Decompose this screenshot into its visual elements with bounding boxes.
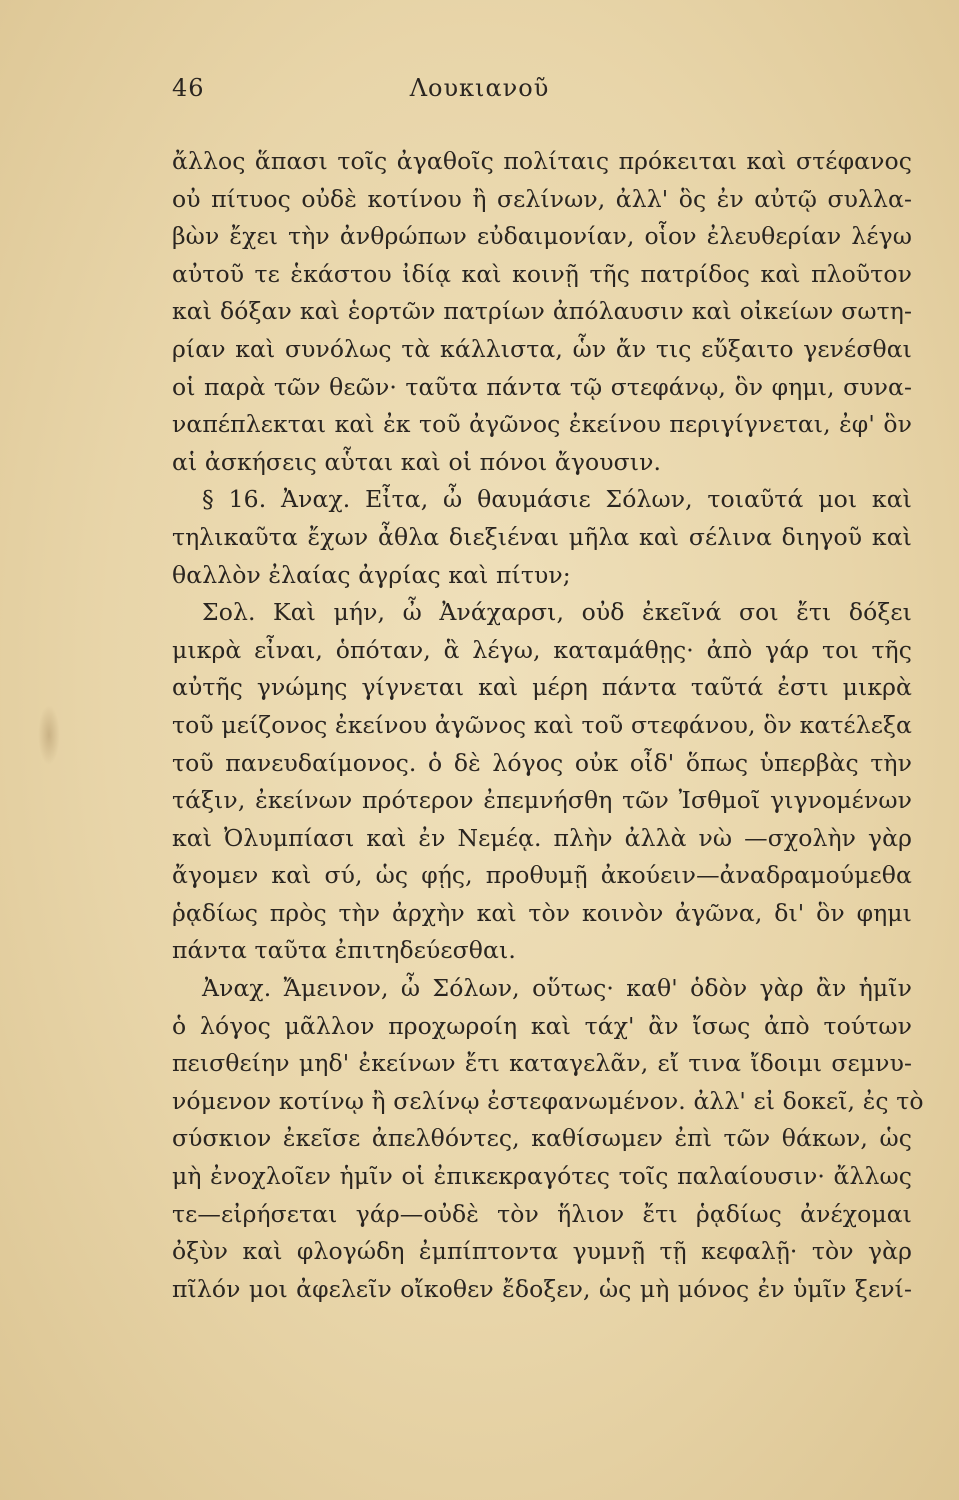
running-title: Λουκιανοῦ bbox=[409, 74, 550, 102]
text-line: καὶ Ὀλυμπίασι καὶ ἐν Νεμέᾳ. πλὴν ἀλλὰ νὼ —σχολὴν γὰρ bbox=[172, 823, 912, 852]
text-line: αἱ ἀσκήσεις αὗται καὶ οἱ πόνοι ἄγουσιν. bbox=[172, 447, 662, 476]
text-line: τηλικαῦτα ἔχων ἆθλα διεξιέναι μῆλα καὶ σέλινα διηγοῦ καὶ bbox=[172, 522, 912, 551]
text-line: οἱ παρὰ τῶν θεῶν· ταῦτα πάντα τῷ στεφάνῳ, ὃν φημι, συνα- bbox=[172, 372, 912, 401]
text-line: ναπέπλεκται καὶ ἐκ τοῦ ἀγῶνος ἐκείνου περιγίγνεται, ἐφ' ὃν bbox=[172, 410, 912, 439]
text-line: αὐτοῦ τε ἑκάστου ἰδίᾳ καὶ κοινῇ τῆς πατρίδος καὶ πλοῦτον bbox=[172, 259, 912, 288]
text-line: καὶ δόξαν καὶ ἑορτῶν πατρίων ἀπόλαυσιν καὶ οἰκείων σωτη- bbox=[172, 297, 912, 326]
text-line: ρίαν καὶ συνόλως τὰ κάλλιστα, ὧν ἄν τις εὔξαιτο γενέσθαι bbox=[172, 334, 912, 363]
text-line: βὼν ἔχει τὴν ἀνθρώπων εὐδαιμονίαν, οἷον ἐλευθερίαν λέγω bbox=[172, 222, 912, 251]
text-line: τάξιν, ἐκείνων πρότερον ἐπεμνήσθη τῶν Ἰσθμοῖ γιγνομένων bbox=[172, 786, 912, 815]
text-line: αὐτῆς γνώμης γίγνεται καὶ μέρη πάντα ταῦτά ἐστι μικρὰ bbox=[172, 673, 912, 702]
text-line: μὴ ἐνοχλοῖεν ἡμῖν οἱ ἐπικεκραγότες τοῖς παλαίουσιν· ἄλλως bbox=[172, 1162, 912, 1191]
text-line: οὐ πίτυος οὐδὲ κοτίνου ἢ σελίνων, ἀλλ' ὃς ἐν αὐτῷ συλλα- bbox=[172, 184, 912, 213]
text-line: ἄγομεν καὶ σύ, ὡς φῄς, προθυμῇ ἀκούειν—ἀναδραμούμεθα bbox=[172, 861, 912, 890]
page-number: 46 bbox=[172, 74, 205, 102]
text-line: τοῦ πανευδαίμονος. ὁ δὲ λόγος οὐκ οἶδ' ὅπως ὑπερβὰς τὴν bbox=[172, 748, 912, 777]
text-line: ἄλλος ἅπασι τοῖς ἀγαθοῖς πολίταις πρόκειται καὶ στέφανος bbox=[172, 147, 912, 175]
text-line: ῥᾳδίως πρὸς τὴν ἀρχὴν καὶ τὸν κοινὸν ἀγῶνα, δι' ὃν φημι bbox=[172, 898, 912, 927]
text-line: νόμενον κοτίνῳ ἢ σελίνῳ ἐστεφανωμένον. ἀλλ' εἰ δοκεῖ, ἐς τὸ bbox=[172, 1086, 924, 1115]
text-line: τε—εἰρήσεται γάρ—οὐδὲ τὸν ἥλιον ἔτι ῥᾳδίως ἀνέχομαι bbox=[172, 1199, 912, 1228]
text-line: § 16. Ἀναχ. Εἶτα, ὦ θαυμάσιε Σόλων, τοιαῦτά μοι καὶ bbox=[202, 485, 912, 514]
text-line: πεισθείην μηδ' ἐκείνων ἔτι καταγελᾶν, εἴ τινα ἴδοιμι σεμνυ- bbox=[172, 1049, 912, 1078]
page-header bbox=[0, 70, 959, 110]
text-line: τοῦ μείζονος ἐκείνου ἀγῶνος καὶ τοῦ στεφάνου, ὃν κατέλεξα bbox=[172, 710, 912, 739]
text-line: θαλλὸν ἐλαίας ἀγρίας καὶ πίτυν; bbox=[172, 560, 571, 589]
text-line: Ἀναχ. Ἄμεινον, ὦ Σόλων, οὕτως· καθ' ὁδὸν γὰρ ἂν ἡμῖν bbox=[202, 974, 912, 1003]
text-line: ὁ λόγος μᾶλλον προχωροίη καὶ τάχ' ἂν ἴσως ἀπὸ τούτων bbox=[172, 1011, 912, 1040]
text-line: σύσκιον ἐκεῖσε ἀπελθόντες, καθίσωμεν ἐπὶ τῶν θάκων, ὡς bbox=[172, 1124, 912, 1153]
text-line: ὀξὺν καὶ φλογώδη ἐμπίπτοντα γυμνῇ τῇ κεφαλῇ· τὸν γὰρ bbox=[172, 1237, 912, 1266]
text-line: πάντα ταῦτα ἐπιτηδεύεσθαι. bbox=[172, 936, 516, 965]
text-line: Σολ. Καὶ μήν, ὦ Ἀνάχαρσι, οὐδ ἐκεῖνά σοι ἔτι δόξει bbox=[202, 598, 912, 627]
text-line: μικρὰ εἶναι, ὁπόταν, ἃ λέγω, καταμάθῃς· ἀπὸ γάρ τοι τῆς bbox=[172, 635, 912, 664]
paper-stain bbox=[38, 705, 60, 765]
text-line: πῖλόν μοι ἀφελεῖν οἴκοθεν ἔδοξεν, ὡς μὴ μόνος ἐν ὑμῖν ξενί- bbox=[172, 1274, 912, 1303]
body-text bbox=[172, 143, 924, 1308]
